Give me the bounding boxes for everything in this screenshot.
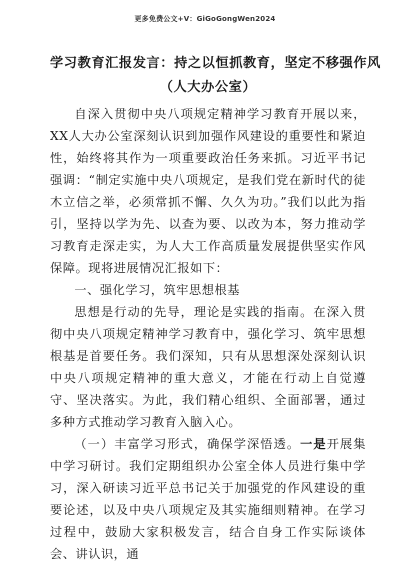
document-subtitle: （人大办公室） xyxy=(159,80,257,95)
intro-paragraph: 自深入贯彻中央八项规定精神学习教育开展以来，XX人大办公室深刻认识到加强作风建设的重要性和紧迫性，始终将其作为一项重要政治任务来抓。习近平书记强调：“制定实施中央八项规定，是我们党在新时代的徒木立信之举，必须常抓不懈、久久为功。”我们以此为指引，坚持以学为先、以查为要、以改为本，努力推动学习教育走深走实，为人大工作高质量发展提供坚实作风保障。现将进展情况汇报如下： xyxy=(50,107,366,275)
subsection-paragraph-1 xyxy=(50,433,366,565)
section-heading-1: 一、强化学习，筑牢思想根基 xyxy=(74,283,240,297)
subsection-text-1: 开展集中学习研讨。我们定期组织办公室全体人员进行集中学习，深入研读习近平总书记关于加强党的作风建设的重要论述，以及中央八项规定及其实施细则精神。在学习过程中，鼓励大家积极发言，结合自身工作实际谈体会、讲认识，通 xyxy=(50,437,366,561)
subsection-lead-1: 一是 xyxy=(300,437,327,451)
document-body xyxy=(50,52,381,565)
document-title: 学习教育汇报发言：持之以恒抓教育，坚定不移强作风 xyxy=(50,56,381,71)
subsection-heading-1: （一）丰富学习形式，确保学深悟透。 xyxy=(74,437,301,451)
header-note: 更多免费公文+V：GiGoGongWen2024 xyxy=(134,15,276,23)
section-paragraph-1: 思想是行动的先导，理论是实践的指南。在深入贯彻中央八项规定精神学习教育中，强化学习、筑牢思想根基是首要任务。我们深知，只有从思想深处深刻认识中央八项规定精神的重大意义，才能在行动上自觉遵守、坚决落实。为此，我们精心组织、全面部署，通过多种方式推动学习教育入脑入心。 xyxy=(50,305,366,429)
